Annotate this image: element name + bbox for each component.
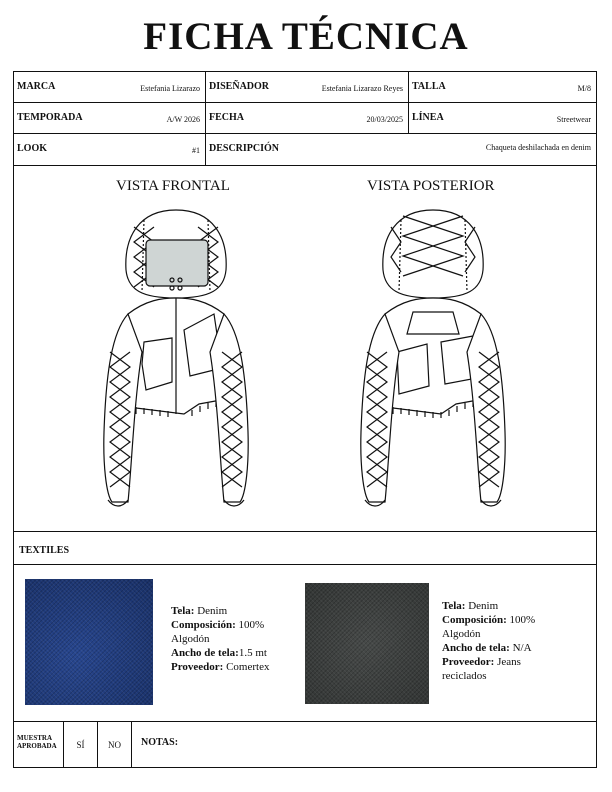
fabric-1-ancho-label: Ancho de tela: (171, 647, 239, 659)
front-view-title: VISTA FRONTAL (116, 178, 230, 194)
look-value: #1 (192, 146, 200, 155)
look-cell (14, 134, 206, 165)
notas-cell[interactable] (132, 722, 596, 767)
fabric-2-tela-label: Tela: (442, 600, 466, 612)
muestra-aprobada-cell (14, 722, 64, 767)
textiles-label: TEXTILES (19, 545, 70, 556)
linea-label: LÍNEA (412, 112, 444, 123)
fabric-2-ancho-value: N/A (512, 642, 532, 654)
fabric-1-swatch (25, 579, 153, 705)
header-row-1 (14, 72, 596, 103)
no-option[interactable]: NO (98, 722, 132, 767)
fabric-2-composicion-value-2: Algodón (442, 628, 481, 640)
talla-label: TALLA (412, 81, 446, 92)
fabric-2-proveedor-value: Jeans (497, 656, 521, 668)
back-jacket-drawing (341, 202, 531, 507)
talla-cell (409, 72, 596, 102)
fabric-2-swatch (305, 583, 429, 704)
header-row-2 (14, 103, 596, 134)
disenador-value: Estefania Lizarazo Reyes (321, 84, 403, 93)
fabric-2-composicion-label: Composición: (442, 614, 507, 626)
fabric-2-ancho-label: Ancho de tela: (442, 642, 510, 654)
fabric-1-composicion-value-2: Algodón (171, 633, 210, 645)
fabric-1-tela-label: Tela: (171, 605, 195, 617)
temporada-value: A/W 2026 (166, 115, 200, 124)
descripcion-value: Chaqueta deshilachada en denim (485, 143, 591, 152)
fabric-1-proveedor-value: Comertex (226, 661, 270, 673)
disenador-cell (206, 72, 409, 102)
muestra-label: MUESTRA (17, 734, 53, 742)
linea-value: Streetwear (556, 115, 591, 124)
fabric-1-tela-value: Denim (197, 605, 228, 617)
fabric-2-composicion-value: 100% (509, 614, 536, 626)
page-title: FICHA TÉCNICA (143, 15, 469, 58)
back-view-title: VISTA POSTERIOR (367, 178, 495, 194)
fecha-value: 20/03/2025 (366, 115, 403, 124)
linea-cell (409, 103, 596, 133)
fecha-label: FECHA (209, 112, 244, 123)
fabric-2-proveedor-label: Proveedor: (442, 656, 495, 668)
si-option[interactable]: SÍ (64, 722, 98, 767)
fabric-2-proveedor-value-2: reciclados (442, 670, 487, 682)
descripcion-cell (206, 134, 596, 165)
talla-value: M/8 (577, 84, 591, 93)
look-label: LOOK (17, 143, 48, 154)
fabric-1-proveedor-label: Proveedor: (171, 661, 224, 673)
marca-label: MARCA (17, 81, 56, 92)
fabric-1-composicion-label: Composición: (171, 619, 236, 631)
aprobada-label: APROBADA (17, 742, 57, 750)
fabric-1-ancho-value: 1.5 mt (238, 647, 267, 659)
tech-sheet (13, 71, 597, 768)
fabric-1-info (171, 604, 291, 674)
fabric-2-info (442, 599, 562, 683)
header-row-3 (14, 134, 596, 166)
front-jacket-drawing (84, 202, 274, 507)
descripcion-label: DESCRIPCIÓN (209, 143, 280, 154)
temporada-label: TEMPORADA (17, 112, 83, 123)
approval-footer (14, 721, 596, 767)
notas-label: NOTAS: (141, 737, 179, 748)
marca-value: Estefania Lizarazo (140, 84, 200, 93)
disenador-label: DISEÑADOR (209, 81, 270, 92)
fecha-cell (206, 103, 409, 133)
marca-cell (14, 72, 206, 102)
temporada-cell (14, 103, 206, 133)
fabric-2-tela-value: Denim (468, 600, 499, 612)
fabric-1-composicion-value: 100% (238, 619, 265, 631)
textiles-header (14, 531, 596, 565)
